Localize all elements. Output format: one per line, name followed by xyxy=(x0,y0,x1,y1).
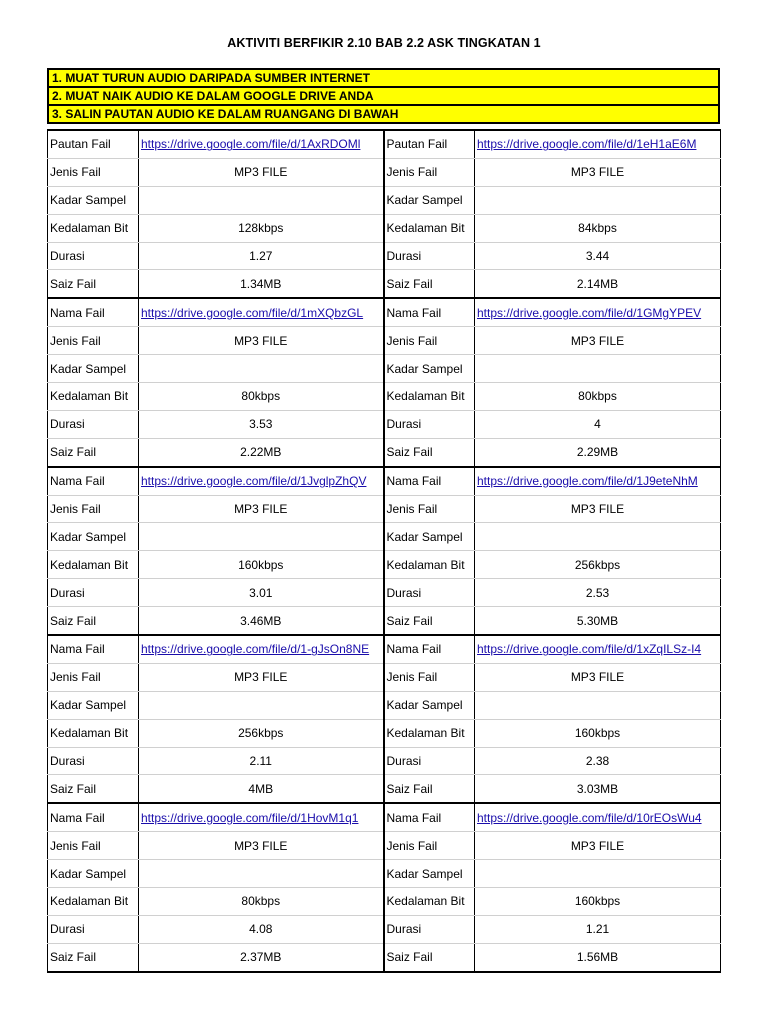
kedalaman-bit-value: 80kbps xyxy=(139,888,384,916)
kedalaman-bit-value: 160kbps xyxy=(475,719,721,747)
table-row xyxy=(48,663,721,691)
table-row xyxy=(48,775,721,803)
jenis-fail-value: MP3 FILE xyxy=(475,663,721,691)
kadar-sampel-value xyxy=(475,523,721,551)
kedalaman-bit-value: 160kbps xyxy=(475,888,721,916)
table-row xyxy=(48,467,721,495)
table-row xyxy=(48,803,721,831)
durasi-value: 4 xyxy=(475,410,721,438)
jenis-fail-value: MP3 FILE xyxy=(475,158,721,186)
saiz-fail-label: Saiz Fail xyxy=(48,607,139,635)
kedalaman-bit-label: Kedalaman Bit xyxy=(48,719,139,747)
drive-link[interactable]: https://drive.google.com/file/d/10rEOsWu4 xyxy=(475,803,721,831)
durasi-label: Durasi xyxy=(384,410,475,438)
kadar-sampel-value xyxy=(475,860,721,888)
kedalaman-bit-label: Kedalaman Bit xyxy=(384,214,475,242)
kadar-sampel-label: Kadar Sampel xyxy=(384,523,475,551)
jenis-fail-label: Jenis Fail xyxy=(48,158,139,186)
drive-link[interactable]: https://drive.google.com/file/d/1AxRDOMl xyxy=(139,130,384,158)
table-row xyxy=(48,915,721,943)
durasi-label: Durasi xyxy=(48,579,139,607)
table-row xyxy=(48,888,721,916)
drive-link[interactable]: https://drive.google.com/file/d/1-gJsOn8NE xyxy=(139,635,384,663)
table-row xyxy=(48,298,721,326)
saiz-fail-label: Saiz Fail xyxy=(48,438,139,466)
kedalaman-bit-value: 256kbps xyxy=(139,719,384,747)
saiz-fail-value: 3.03MB xyxy=(475,775,721,803)
durasi-value: 2.11 xyxy=(139,747,384,775)
saiz-fail-value: 4MB xyxy=(139,775,384,803)
jenis-fail-value: MP3 FILE xyxy=(475,495,721,523)
kadar-sampel-label: Kadar Sampel xyxy=(48,691,139,719)
jenis-fail-label: Jenis Fail xyxy=(48,495,139,523)
link-label: Nama Fail xyxy=(48,467,139,495)
table-row xyxy=(48,242,721,270)
drive-link[interactable]: https://drive.google.com/file/d/1eH1aE6M xyxy=(475,130,721,158)
table-row xyxy=(48,943,721,971)
durasi-value: 3.01 xyxy=(139,579,384,607)
table-row xyxy=(48,383,721,411)
durasi-value: 3.53 xyxy=(139,410,384,438)
saiz-fail-value: 1.56MB xyxy=(475,943,721,971)
jenis-fail-value: MP3 FILE xyxy=(139,832,384,860)
jenis-fail-label: Jenis Fail xyxy=(48,327,139,355)
kadar-sampel-label: Kadar Sampel xyxy=(48,355,139,383)
kedalaman-bit-value: 84kbps xyxy=(475,214,721,242)
jenis-fail-label: Jenis Fail xyxy=(384,495,475,523)
kadar-sampel-value xyxy=(475,186,721,214)
table-row xyxy=(48,438,721,466)
kedalaman-bit-label: Kedalaman Bit xyxy=(384,383,475,411)
table-row xyxy=(48,495,721,523)
audio-file-table xyxy=(47,129,721,973)
kadar-sampel-label: Kadar Sampel xyxy=(48,860,139,888)
saiz-fail-label: Saiz Fail xyxy=(384,607,475,635)
link-label: Nama Fail xyxy=(384,298,475,326)
drive-link[interactable]: https://drive.google.com/file/d/1GMgYPEV xyxy=(475,298,721,326)
kedalaman-bit-value: 80kbps xyxy=(475,383,721,411)
table-row xyxy=(48,747,721,775)
link-label: Nama Fail xyxy=(48,298,139,326)
page-title: AKTIVITI BERFIKIR 2.10 BAB 2.2 ASK TINGKATAN 1 xyxy=(227,36,541,50)
kadar-sampel-label: Kadar Sampel xyxy=(384,860,475,888)
instruction-step-3: 3. SALIN PAUTAN AUDIO KE DALAM RUANGANG DI BAWAH xyxy=(48,105,719,123)
saiz-fail-value: 1.34MB xyxy=(139,270,384,298)
jenis-fail-value: MP3 FILE xyxy=(139,495,384,523)
table-row xyxy=(48,410,721,438)
durasi-label: Durasi xyxy=(48,242,139,270)
durasi-value: 3.44 xyxy=(475,242,721,270)
saiz-fail-label: Saiz Fail xyxy=(384,438,475,466)
table-row xyxy=(48,832,721,860)
durasi-value: 1.27 xyxy=(139,242,384,270)
kedalaman-bit-label: Kedalaman Bit xyxy=(48,551,139,579)
table-row xyxy=(48,523,721,551)
saiz-fail-value: 2.14MB xyxy=(475,270,721,298)
kadar-sampel-value xyxy=(475,355,721,383)
kadar-sampel-value xyxy=(139,523,384,551)
link-label: Nama Fail xyxy=(48,803,139,831)
drive-link[interactable]: https://drive.google.com/file/d/1JvglpZhQV xyxy=(139,467,384,495)
jenis-fail-label: Jenis Fail xyxy=(48,663,139,691)
saiz-fail-label: Saiz Fail xyxy=(48,270,139,298)
table-row xyxy=(48,130,721,158)
kadar-sampel-label: Kadar Sampel xyxy=(48,186,139,214)
durasi-value: 2.38 xyxy=(475,747,721,775)
kedalaman-bit-value: 80kbps xyxy=(139,383,384,411)
link-label: Nama Fail xyxy=(384,803,475,831)
instruction-step-1: 1. MUAT TURUN AUDIO DARIPADA SUMBER INTERNET xyxy=(48,69,719,87)
kadar-sampel-label: Kadar Sampel xyxy=(48,523,139,551)
instruction-step-2: 2. MUAT NAIK AUDIO KE DALAM GOOGLE DRIVE ANDA xyxy=(48,87,719,105)
durasi-value: 1.21 xyxy=(475,915,721,943)
kadar-sampel-label: Kadar Sampel xyxy=(384,691,475,719)
kadar-sampel-label: Kadar Sampel xyxy=(384,186,475,214)
kadar-sampel-label: Kadar Sampel xyxy=(384,355,475,383)
durasi-label: Durasi xyxy=(384,242,475,270)
kedalaman-bit-label: Kedalaman Bit xyxy=(48,214,139,242)
saiz-fail-label: Saiz Fail xyxy=(384,270,475,298)
table-row xyxy=(48,158,721,186)
kedalaman-bit-label: Kedalaman Bit xyxy=(384,888,475,916)
saiz-fail-value: 2.29MB xyxy=(475,438,721,466)
saiz-fail-value: 2.37MB xyxy=(139,943,384,971)
table-row xyxy=(48,270,721,298)
saiz-fail-value: 5.30MB xyxy=(475,607,721,635)
kadar-sampel-value xyxy=(139,691,384,719)
kadar-sampel-value xyxy=(139,860,384,888)
durasi-label: Durasi xyxy=(48,410,139,438)
jenis-fail-value: MP3 FILE xyxy=(139,663,384,691)
jenis-fail-value: MP3 FILE xyxy=(139,327,384,355)
durasi-value: 2.53 xyxy=(475,579,721,607)
durasi-label: Durasi xyxy=(48,915,139,943)
link-label: Nama Fail xyxy=(384,635,475,663)
table-row xyxy=(48,860,721,888)
link-label: Nama Fail xyxy=(48,635,139,663)
kedalaman-bit-label: Kedalaman Bit xyxy=(48,383,139,411)
table-row xyxy=(48,186,721,214)
table-row xyxy=(48,551,721,579)
kedalaman-bit-value: 128kbps xyxy=(139,214,384,242)
jenis-fail-label: Jenis Fail xyxy=(384,663,475,691)
saiz-fail-label: Saiz Fail xyxy=(48,775,139,803)
jenis-fail-value: MP3 FILE xyxy=(475,327,721,355)
jenis-fail-value: MP3 FILE xyxy=(139,158,384,186)
table-row xyxy=(48,214,721,242)
kedalaman-bit-value: 160kbps xyxy=(139,551,384,579)
table-row xyxy=(48,355,721,383)
link-label: Nama Fail xyxy=(384,467,475,495)
table-row xyxy=(48,327,721,355)
saiz-fail-label: Saiz Fail xyxy=(48,943,139,971)
kedalaman-bit-label: Kedalaman Bit xyxy=(384,551,475,579)
jenis-fail-label: Jenis Fail xyxy=(384,327,475,355)
saiz-fail-value: 3.46MB xyxy=(139,607,384,635)
link-label: Pautan Fail xyxy=(384,130,475,158)
jenis-fail-label: Jenis Fail xyxy=(384,832,475,860)
durasi-label: Durasi xyxy=(384,747,475,775)
table-row xyxy=(48,607,721,635)
kadar-sampel-value xyxy=(139,186,384,214)
drive-link[interactable]: https://drive.google.com/file/d/1HovM1q1 xyxy=(139,803,384,831)
saiz-fail-value: 2.22MB xyxy=(139,438,384,466)
table-row xyxy=(48,691,721,719)
kadar-sampel-value xyxy=(139,355,384,383)
durasi-label: Durasi xyxy=(384,579,475,607)
jenis-fail-label: Jenis Fail xyxy=(48,832,139,860)
durasi-label: Durasi xyxy=(48,747,139,775)
kedalaman-bit-label: Kedalaman Bit xyxy=(48,888,139,916)
drive-link[interactable]: https://drive.google.com/file/d/1J9eteNhM xyxy=(475,467,721,495)
kedalaman-bit-label: Kedalaman Bit xyxy=(384,719,475,747)
jenis-fail-value: MP3 FILE xyxy=(475,832,721,860)
table-row xyxy=(48,719,721,747)
jenis-fail-label: Jenis Fail xyxy=(384,158,475,186)
saiz-fail-label: Saiz Fail xyxy=(384,775,475,803)
link-label: Pautan Fail xyxy=(48,130,139,158)
kedalaman-bit-value: 256kbps xyxy=(475,551,721,579)
kadar-sampel-value xyxy=(475,691,721,719)
saiz-fail-label: Saiz Fail xyxy=(384,943,475,971)
table-row xyxy=(48,579,721,607)
drive-link[interactable]: https://drive.google.com/file/d/1xZqILSz-I4 xyxy=(475,635,721,663)
drive-link[interactable]: https://drive.google.com/file/d/1mXQbzGL xyxy=(139,298,384,326)
durasi-label: Durasi xyxy=(384,915,475,943)
instructions-box xyxy=(47,68,720,124)
table-row xyxy=(48,635,721,663)
durasi-value: 4.08 xyxy=(139,915,384,943)
